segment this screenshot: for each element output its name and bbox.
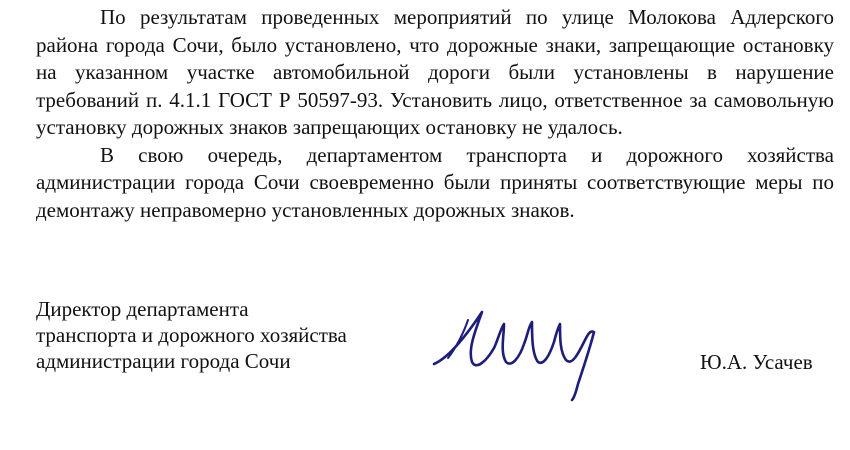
signer-position [36, 296, 347, 374]
position-line-2: транспорта и дорожного хозяйства [36, 323, 347, 347]
position-line-1: Директор департамента [36, 297, 249, 321]
position-line-3: администрации города Сочи [36, 349, 291, 373]
letter-body [36, 4, 834, 224]
cropped-previous-line [40, 0, 830, 2]
paragraph-2: В свою очередь, департаментом транспорта и дорожного хозяйства администрации города Сочи своевременно были приняты соответствующие меры по демонтажу неправомерно установленных дорожных знаков. [36, 142, 834, 222]
signer-name: Ю.А. Усачев [700, 350, 813, 374]
paragraph-1: По результатам проведенных мероприятий по улице Молокова Адлерского района города Сочи, было установлено, что дорожные знаки, запрещающие остановку на указанном участке автомобильной дороги были установлены в нарушение требований п. 4.1.1 ГОСТ Р 50597-93. Установить лицо, ответственное за самовольную установку дорожных знаков запрещающих остановку не удалось. [36, 5, 834, 139]
handwritten-signature-icon [428, 302, 608, 402]
